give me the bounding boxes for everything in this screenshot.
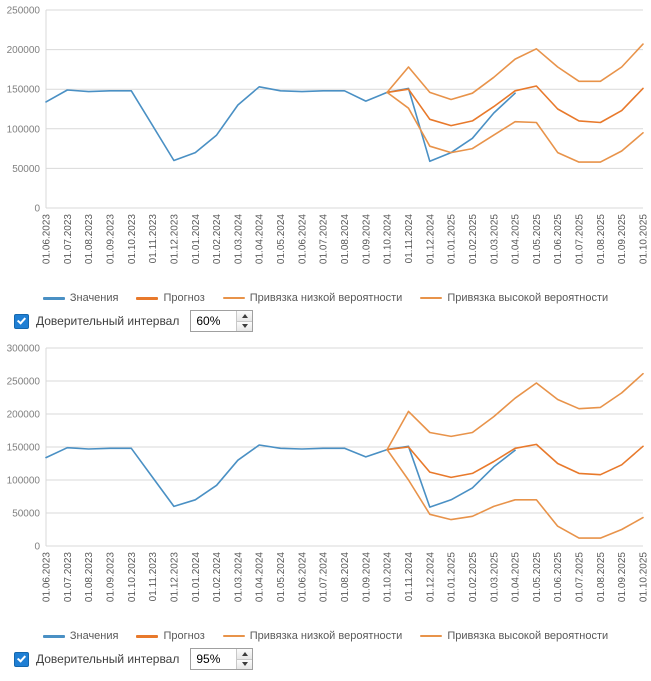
svg-text:01.09.2023: 01.09.2023 <box>105 214 117 265</box>
svg-text:01.10.2023: 01.10.2023 <box>126 214 138 265</box>
svg-text:200000: 200000 <box>6 409 40 421</box>
legend-item-low-probability <box>223 292 403 304</box>
svg-text:01.09.2024: 01.09.2024 <box>361 552 373 603</box>
svg-text:01.04.2025: 01.04.2025 <box>510 214 522 265</box>
plot-area-top <box>0 0 651 290</box>
svg-text:01.09.2024: 01.09.2024 <box>361 214 373 265</box>
svg-text:01.01.2024: 01.01.2024 <box>190 214 202 265</box>
svg-text:01.07.2024: 01.07.2024 <box>318 552 330 603</box>
legend-swatch-low-probability <box>223 635 245 637</box>
svg-text:01.10.2025: 01.10.2025 <box>638 214 650 265</box>
confidence-interval-checkbox-bottom[interactable] <box>14 652 29 667</box>
legend-item-high-probability <box>420 630 608 642</box>
svg-text:01.02.2025: 01.02.2025 <box>467 552 479 603</box>
line-chart-bottom <box>0 338 651 628</box>
chevron-up-icon <box>242 314 248 318</box>
svg-text:200000: 200000 <box>6 45 40 57</box>
svg-text:01.03.2025: 01.03.2025 <box>489 214 501 265</box>
svg-text:01.10.2023: 01.10.2023 <box>126 552 138 603</box>
legend-bottom <box>0 628 651 642</box>
svg-text:01.12.2023: 01.12.2023 <box>169 552 181 603</box>
spinner-down-button-bottom[interactable] <box>237 660 252 670</box>
svg-text:01.02.2024: 01.02.2024 <box>212 552 224 603</box>
svg-text:01.05.2025: 01.05.2025 <box>531 214 543 265</box>
legend-swatch-forecast <box>136 297 158 300</box>
svg-text:01.05.2025: 01.05.2025 <box>531 552 543 603</box>
svg-text:01.08.2025: 01.08.2025 <box>595 552 607 603</box>
svg-text:150000: 150000 <box>6 442 40 454</box>
svg-text:100000: 100000 <box>6 124 40 136</box>
svg-text:01.03.2024: 01.03.2024 <box>233 214 245 265</box>
legend-label-values: Значения <box>69 630 119 642</box>
svg-text:01.04.2024: 01.04.2024 <box>254 214 266 265</box>
svg-text:01.03.2024: 01.03.2024 <box>233 552 245 603</box>
forecast-chart-block-bottom <box>0 338 651 670</box>
spinner-up-button-top[interactable] <box>237 311 252 322</box>
legend-swatch-values <box>43 297 65 300</box>
legend-swatch-values <box>43 635 65 638</box>
svg-text:01.12.2024: 01.12.2024 <box>425 552 437 603</box>
svg-text:01.08.2024: 01.08.2024 <box>340 552 351 603</box>
svg-text:01.07.2025: 01.07.2025 <box>574 552 586 603</box>
legend-swatch-forecast <box>136 635 158 638</box>
svg-text:01.06.2024: 01.06.2024 <box>297 552 309 603</box>
legend-swatch-high-probability <box>420 297 442 299</box>
svg-text:01.07.2023: 01.07.2023 <box>62 214 74 265</box>
svg-text:01.06.2025: 01.06.2025 <box>553 552 565 603</box>
spinner-down-button-top[interactable] <box>237 322 252 332</box>
chevron-down-icon <box>242 662 248 666</box>
confidence-interval-row-top <box>0 304 651 332</box>
svg-text:01.08.2023: 01.08.2023 <box>84 552 96 603</box>
svg-text:01.06.2023: 01.06.2023 <box>41 552 53 603</box>
svg-text:01.06.2023: 01.06.2023 <box>41 214 53 265</box>
confidence-interval-checkbox-top[interactable] <box>14 314 29 329</box>
svg-text:01.04.2025: 01.04.2025 <box>510 552 522 603</box>
legend-item-forecast <box>136 292 204 304</box>
svg-text:01.06.2024: 01.06.2024 <box>297 214 309 265</box>
svg-text:01.06.2025: 01.06.2025 <box>553 214 565 265</box>
svg-text:01.08.2025: 01.08.2025 <box>595 214 607 265</box>
confidence-interval-label-bottom: Доверительный интервал <box>36 652 180 666</box>
confidence-interval-spinner-bottom[interactable] <box>190 648 253 670</box>
svg-text:01.12.2024: 01.12.2024 <box>425 214 437 265</box>
legend-item-forecast <box>136 630 204 642</box>
svg-text:01.09.2025: 01.09.2025 <box>617 552 629 603</box>
confidence-interval-value-top[interactable]: 60% <box>191 311 236 331</box>
spinner-up-button-bottom[interactable] <box>237 649 252 660</box>
legend-label-forecast: Прогноз <box>163 630 205 642</box>
svg-text:01.01.2025: 01.01.2025 <box>446 552 458 603</box>
svg-text:01.11.2023: 01.11.2023 <box>148 214 160 264</box>
svg-text:01.07.2025: 01.07.2025 <box>574 214 586 265</box>
legend-label-forecast: Прогноз <box>163 292 205 304</box>
svg-text:01.05.2024: 01.05.2024 <box>276 214 288 265</box>
svg-text:01.11.2023: 01.11.2023 <box>148 552 160 602</box>
spinner-buttons-bottom[interactable] <box>236 649 252 669</box>
svg-text:01.01.2025: 01.01.2025 <box>446 214 458 265</box>
svg-text:250000: 250000 <box>6 5 40 17</box>
svg-text:01.11.2024: 01.11.2024 <box>403 214 415 264</box>
svg-text:01.07.2024: 01.07.2024 <box>318 214 330 265</box>
svg-text:01.09.2023: 01.09.2023 <box>105 552 117 603</box>
svg-text:50000: 50000 <box>12 508 40 520</box>
legend-swatch-high-probability <box>420 635 442 637</box>
legend-item-low-probability <box>223 630 403 642</box>
chevron-up-icon <box>242 652 248 656</box>
plot-area-bottom <box>0 338 651 628</box>
svg-text:01.09.2025: 01.09.2025 <box>617 214 629 265</box>
svg-text:100000: 100000 <box>6 475 40 487</box>
svg-text:0: 0 <box>34 541 40 553</box>
legend-label-low-probability: Привязка низкой вероятности <box>249 630 403 642</box>
svg-text:250000: 250000 <box>6 376 40 388</box>
svg-text:01.10.2024: 01.10.2024 <box>382 552 394 603</box>
svg-text:150000: 150000 <box>6 84 40 96</box>
legend-item-high-probability <box>420 292 608 304</box>
legend-label-high-probability: Привязка высокой вероятности <box>447 630 609 642</box>
confidence-interval-label-top: Доверительный интервал <box>36 314 180 328</box>
legend-item-values <box>43 292 119 304</box>
svg-text:01.03.2025: 01.03.2025 <box>489 552 501 603</box>
svg-text:01.08.2023: 01.08.2023 <box>84 214 96 265</box>
svg-text:01.07.2023: 01.07.2023 <box>62 552 74 603</box>
legend-item-values <box>43 630 119 642</box>
spinner-buttons-top[interactable] <box>236 311 252 331</box>
legend-label-low-probability: Привязка низкой вероятности <box>249 292 403 304</box>
svg-text:01.08.2024: 01.08.2024 <box>340 214 351 265</box>
chevron-down-icon <box>242 324 248 328</box>
line-chart-top <box>0 0 651 290</box>
svg-text:01.05.2024: 01.05.2024 <box>276 552 288 603</box>
svg-text:01.02.2024: 01.02.2024 <box>212 214 224 265</box>
svg-text:01.10.2024: 01.10.2024 <box>382 214 394 265</box>
forecast-chart-block-top <box>0 0 651 332</box>
svg-text:300000: 300000 <box>6 343 40 355</box>
svg-text:01.02.2025: 01.02.2025 <box>467 214 479 265</box>
svg-text:01.10.2025: 01.10.2025 <box>638 552 650 603</box>
svg-text:01.04.2024: 01.04.2024 <box>254 552 266 603</box>
svg-text:50000: 50000 <box>12 163 40 175</box>
confidence-interval-value-bottom[interactable]: 95% <box>191 649 236 669</box>
svg-text:01.12.2023: 01.12.2023 <box>169 214 181 265</box>
svg-text:0: 0 <box>34 203 40 215</box>
confidence-interval-spinner-top[interactable] <box>190 310 253 332</box>
legend-swatch-low-probability <box>223 297 245 299</box>
legend-top <box>0 290 651 304</box>
legend-label-high-probability: Привязка высокой вероятности <box>447 292 609 304</box>
legend-label-values: Значения <box>69 292 119 304</box>
svg-text:01.01.2024: 01.01.2024 <box>190 552 202 603</box>
confidence-interval-row-bottom <box>0 642 651 670</box>
svg-text:01.11.2024: 01.11.2024 <box>403 552 415 602</box>
